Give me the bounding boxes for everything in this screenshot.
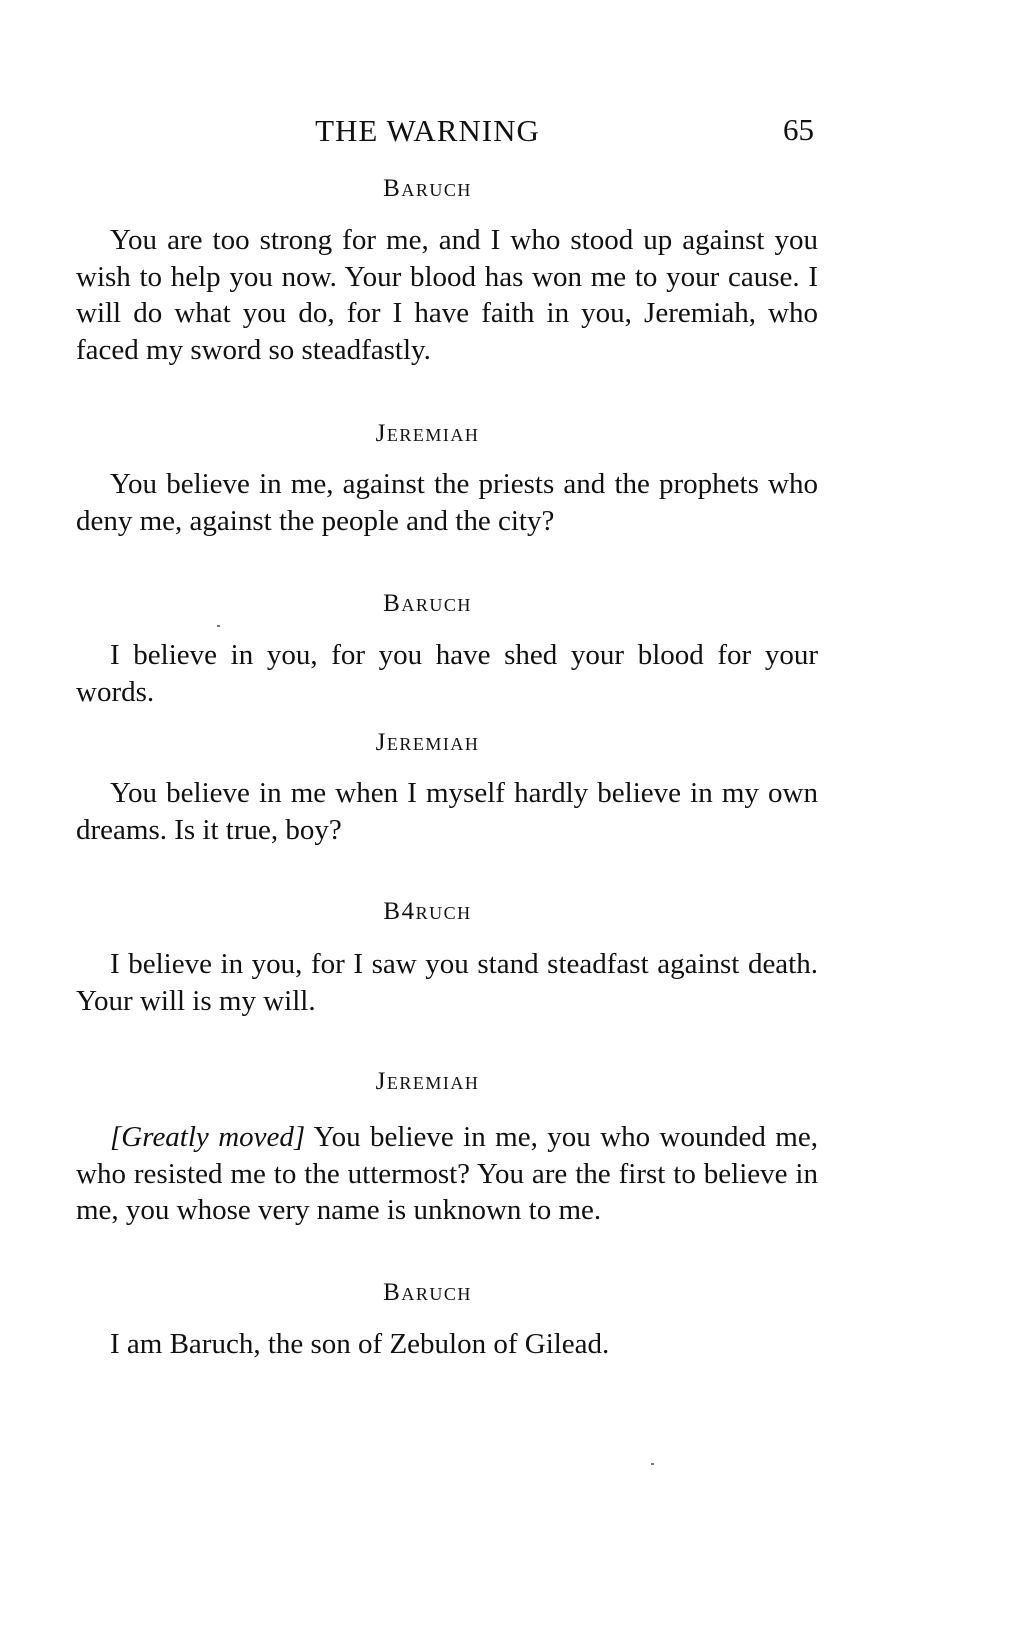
speaker-name: Jeremiah: [375, 420, 480, 447]
speaker-name: B4ruch: [383, 898, 472, 925]
speaker-name: Baruch: [383, 590, 472, 617]
speech-text: You believe in me, against the priests and the prophets who deny me, against the people and the city?: [76, 468, 818, 537]
speech-body: You believe in me, you who wounded me, who resisted me to the uttermost? You are the first to believe in me, you whose very name is unknown to me.: [76, 1121, 818, 1226]
running-title: THE WARNING: [315, 113, 540, 148]
speaker-name: Jeremiah: [375, 729, 480, 756]
speech-text: You are too strong for me, and I who stood up against you wish to help you now. Your blood has won me to your cause. I will do what you do, for I have faith in you, Jeremiah, who faced my sword so steadfastly.: [76, 224, 818, 366]
speaker-name: Baruch: [383, 1279, 472, 1306]
speaker-name: Baruch: [383, 175, 472, 202]
speech-text: [76, 1119, 818, 1229]
speech-text: I believe in you, for I saw you stand steadfast against death. Your will is my will.: [76, 948, 818, 1017]
print-speck: [651, 1463, 654, 1465]
speaker-name: Jeremiah: [375, 1068, 480, 1095]
speech-text: I believe in you, for you have shed your blood for your words.: [76, 639, 818, 708]
page-number: 65: [783, 112, 814, 147]
speech-text: You believe in me when I myself hardly believe in my own dreams. Is it true, boy?: [76, 777, 818, 846]
speech-text: I am Baruch, the son of Zebulon of Gilead.: [110, 1328, 610, 1360]
stage-direction: [Greatly moved]: [110, 1121, 306, 1153]
print-speck: [217, 625, 220, 627]
